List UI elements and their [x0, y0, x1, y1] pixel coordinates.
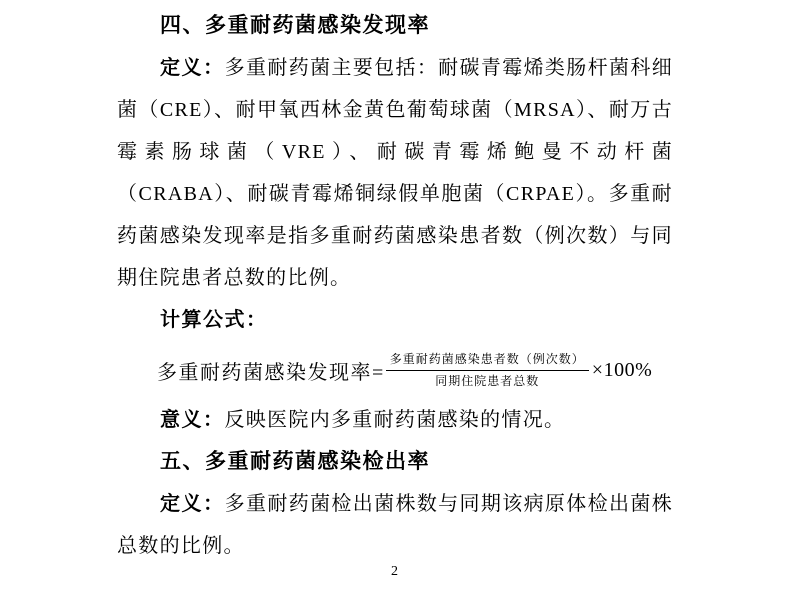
meaning-text: 反映医院内多重耐药菌感染的情况。 [224, 409, 566, 431]
formula-fraction [386, 352, 589, 389]
document-content [117, 5, 673, 567]
formula [157, 341, 673, 399]
formula-denominator: 同期住院患者总数 [435, 373, 540, 388]
definition-label: 定义： [160, 493, 225, 515]
section4-heading: 四、多重耐药菌感染发现率 [160, 14, 430, 37]
formula-multiplier: ×100% [591, 358, 653, 381]
formula-lhs: 多重耐药菌感染发现率= [157, 361, 385, 384]
definition-label: 定义： [160, 57, 225, 79]
section5-definition-paragraph [117, 483, 673, 567]
formula-label: 计算公式： [160, 309, 268, 331]
formula-numerator: 多重耐药菌感染患者数（例次数） [386, 352, 589, 371]
section5-heading: 五、多重耐药菌感染检出率 [160, 450, 430, 473]
definition-text: 多重耐药菌检出菌株数与同期该病原体检出菌株总数的比例。 [117, 493, 673, 557]
meaning-label: 意义： [160, 409, 225, 431]
definition-text: 多重耐药菌主要包括：耐碳青霉烯类肠杆菌科细菌（CRE）、耐甲氧西林金黄色葡萄球菌（MRSA）、耐万古霉素肠球菌（VRE）、耐碳青霉烯鲍曼不动杆菌（CRABA）、耐碳青霉烯铜绿假单胞菌（CRPAE）。多重耐药菌感染发现率是指多重耐药菌感染患者数（例次数）与同期住院患者总数的比例。 [117, 57, 673, 289]
section4-meaning-paragraph [117, 399, 673, 441]
page-number: 2 [391, 564, 398, 579]
section4-definition-paragraph [117, 47, 673, 299]
